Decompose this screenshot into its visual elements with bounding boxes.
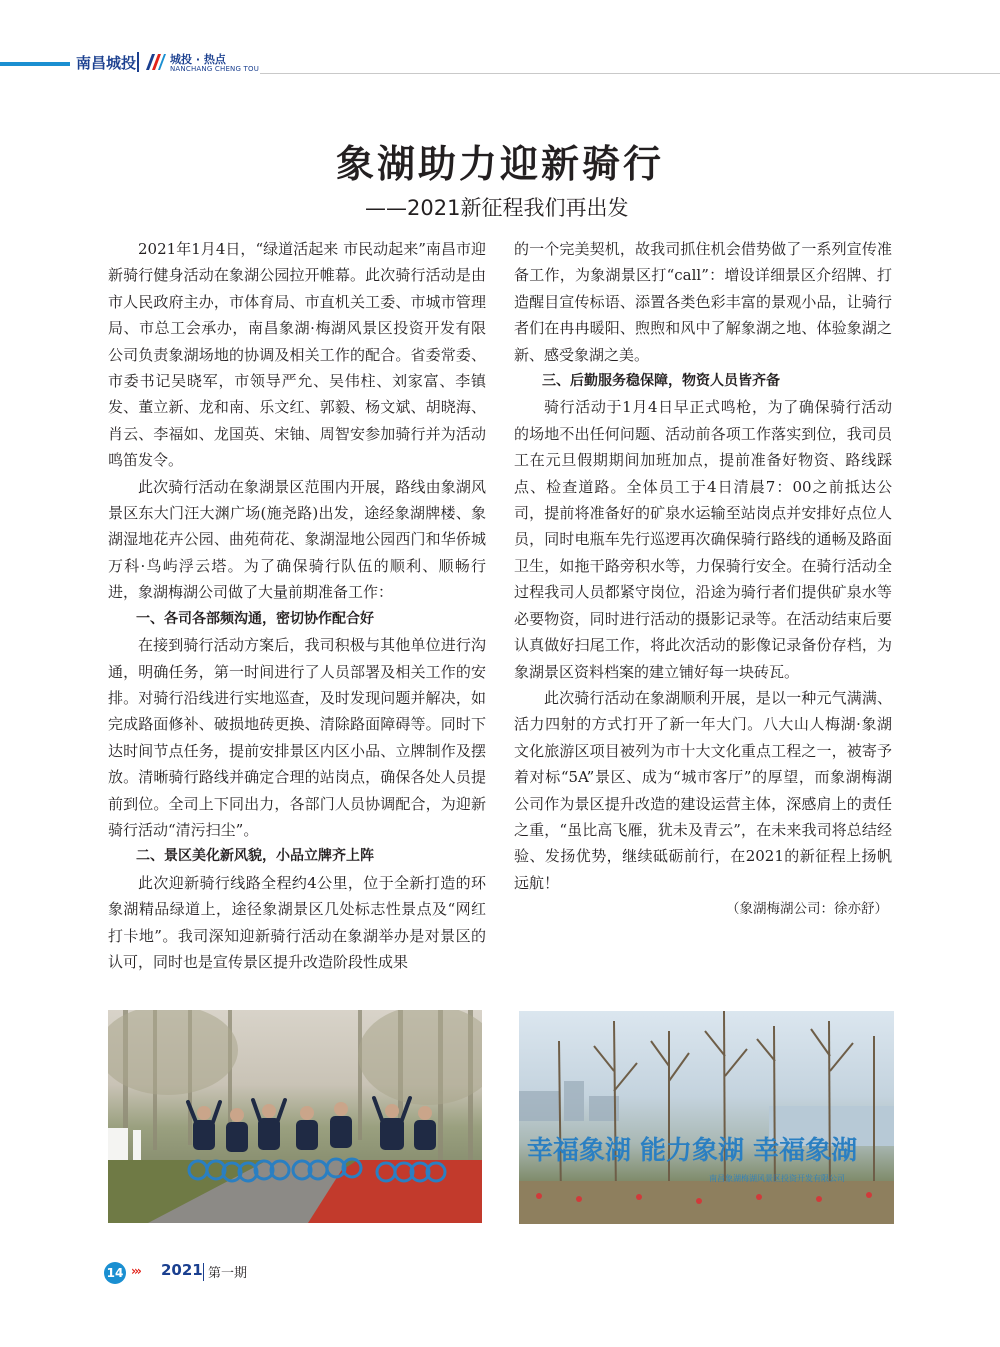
page-number-badge: 14 [104, 1262, 126, 1284]
paragraph: 的一个完美契机，故我司抓住机会借势做了一系列宣传准备工作，为象湖景区打“call”：增设详细景区介绍牌、打造醒目宣传标语、添置各类色彩丰富的景观小品，让骑行者们在冉冉暖阳、煦煦和风中了解象湖之地、体验象湖之新、感受象湖之美。 [514, 240, 892, 364]
sign-text: 幸福象湖 能力象湖 幸福象湖 [527, 1136, 858, 1166]
photo-lakeside-sign [519, 1011, 894, 1224]
section-label: 城投 · 热点 [170, 53, 226, 66]
chengtou-logo-icon [144, 52, 166, 72]
article-column-right [514, 236, 892, 923]
cyclists-illustration [108, 1010, 482, 1223]
header-rule [260, 73, 1000, 74]
author-signature: （象湖梅湖公司：徐亦舒） [726, 901, 888, 918]
paragraph: 此次迎新骑行线路全程约4公里，位于全新打造的环象湖精品绿道上，途径象湖景区几处标志性景点及“网红打卡地”。我司深知迎新骑行活动在象湖举办是对景区的认可，同时也是宣传景区提升改造阶段性成果 [108, 873, 486, 971]
header-accent-bar [0, 62, 70, 66]
section-heading: 二、景区美化新风貌，小品立牌齐上阵 [136, 848, 374, 865]
section-label-en: NANCHANG CHENG TOU [170, 65, 260, 73]
paragraph: 骑行活动于1月4日早正式鸣枪，为了确保骑行活动的场地不出任何问题、活动前各项工作落实到位，我司员工在元旦假期期间加班加点，提前准备好物资、路线踩点、检查道路。全体员工于4日清晨7：00之前抵达公司，提前将准备好的矿泉水运输至站岗点并安排好点位人员，同时电瓶车先行巡逻再次确保骑行路线的通畅及路面卫生，如拖干路旁积水等，力保骑行安全。在骑行活动全过程我司人员都紧守岗位，沿途为骑行者们提供矿泉水等必要物资，同时进行活动的摄影记录等。在活动结束后要认真做好扫尾工作，将此次活动的影像记录备份存档，为象湖景区资料档案的建立铺好每一块砖瓦。 [514, 398, 892, 681]
footer-year: 2021 [161, 1261, 203, 1279]
paragraph: 2021年1月4日，“绿道活起来 市民动起来”南昌市迎新骑行健身活动在象湖公园拉开帷幕。此次骑行活动是由市人民政府主办，市体育局、市直机关工委、市城市管理局、市总工会承办，南昌象湖·梅湖风景区投资开发有限公司负责象湖场地的协调及相关工作的配合。省委常委、市委书记吴晓军，市领导严允、吴伟柱、刘家富、李镇发、董立新、龙和南、乐文红、郭毅、杨文斌、胡晓海、肖云、李福如、龙国英、宋铀、周智安参加骑行并为活动鸣笛发令。 [108, 240, 486, 470]
article-column-left [108, 236, 486, 975]
footer-issue: 第一期 [208, 1266, 248, 1281]
header-divider [137, 52, 139, 72]
paragraph: 此次骑行活动在象湖顺利开展，是以一种元气满满、活力四射的方式打开了新一年大门。八大山人梅湖·象湖文化旅游区项目被列为市十大文化重点工程之一，被寄予着对标“5A”景区、成为“城市客厅”的厚望，而象湖梅湖公司作为景区提升改造的建设运营主体，深感肩上的责任之重，“虽比高飞雁，犹未及青云”，在未来我司将总结经验、发扬优势，继续砥砺前行，在2021的新征程上扬帆远航！ [514, 688, 892, 892]
article-title: 象湖助力迎新骑行 [335, 142, 664, 186]
paragraph: 此次骑行活动在象湖景区范围内开展，路线由象湖风景区东大门汪大渊广场(施尧路)出发，途经象湖牌楼、象湖湿地花卉公园、曲苑荷花、象湖湿地公园西门和华侨城万科·鸟屿浮云塔。为了确保骑行队伍的顺利、顺畅行进，象湖梅湖公司做了大量前期准备工作： [108, 477, 486, 602]
chevron-right-icon: ››› [131, 1264, 140, 1278]
footer-divider [203, 1263, 204, 1281]
article-subtitle: ——2021新征程我们再出发 [365, 196, 629, 220]
publication-name: 南昌城投 [76, 54, 137, 72]
lakeside-illustration [519, 1011, 894, 1224]
section-heading: 三、后勤服务稳保障，物资人员皆齐备 [542, 373, 780, 390]
section-heading: 一、各司各部频沟通，密切协作配合好 [136, 610, 374, 627]
sign-subtext: 南昌象湖梅湖风景区投资开发有限公司 [709, 1174, 845, 1183]
paragraph: 在接到骑行活动方案后，我司积极与其他单位进行沟通，明确任务，第一时间进行了人员部署及相关工作的安排。对骑行沿线进行实地巡查，及时发现问题并解决，如完成路面修补、破损地砖更换、清除路面障碍等。同时下达时间节点任务，提前安排景区内区小品、立牌制作及摆放。清晰骑行路线并确定合理的站岗点，确保各处人员提前到位。全司上下同出力，各部门人员协调配合，为迎新骑行活动“清污扫尘”。 [108, 636, 486, 839]
photo-cyclists [108, 1010, 482, 1223]
